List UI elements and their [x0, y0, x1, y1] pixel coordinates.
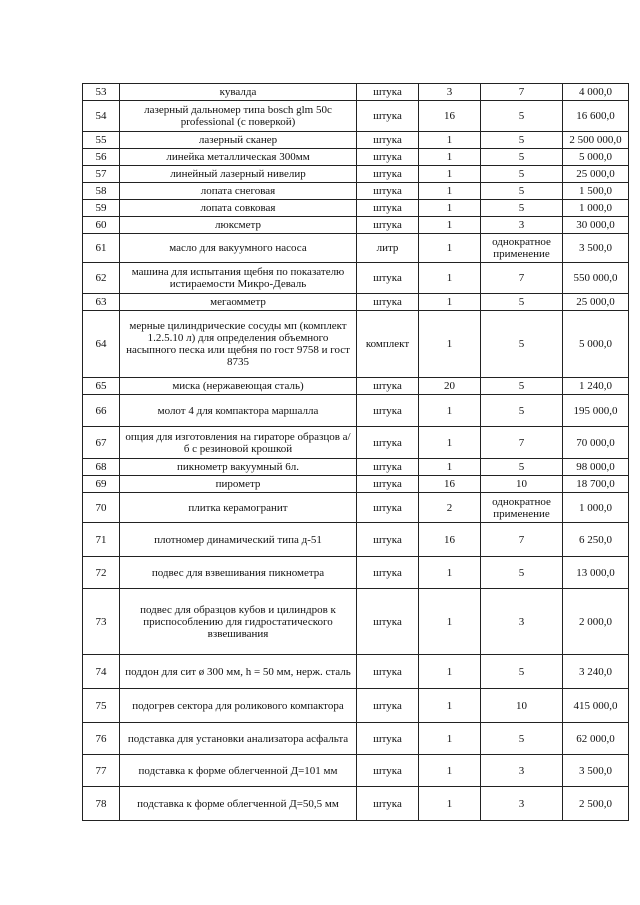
item-quantity: 1	[419, 149, 481, 166]
item-name: поддон для сит ø 300 мм, h = 50 мм, нерж. сталь	[120, 655, 357, 689]
item-service-life: 7	[481, 523, 563, 557]
item-name: подвес для взвешивания пикнометра	[120, 557, 357, 589]
item-service-life: однократное применение	[481, 234, 563, 263]
item-name: лазерный дальномер типа bosch glm 50с professional (с поверкой)	[120, 101, 357, 132]
item-quantity: 2	[419, 493, 481, 523]
item-cost: 70 000,0	[563, 427, 629, 459]
item-quantity: 16	[419, 101, 481, 132]
item-name: линейка металлическая 300мм	[120, 149, 357, 166]
item-cost: 4 000,0	[563, 84, 629, 101]
item-service-life: 5	[481, 149, 563, 166]
item-cost: 3 500,0	[563, 755, 629, 787]
table-row	[83, 557, 629, 589]
item-name: подвес для образцов кубов и цилиндров к приспособлению для гидростатического взвешивания	[120, 589, 357, 655]
item-cost: 5 000,0	[563, 149, 629, 166]
table-row	[83, 294, 629, 311]
item-unit: штука	[357, 459, 419, 476]
table-row	[83, 84, 629, 101]
item-unit: штука	[357, 200, 419, 217]
item-quantity: 1	[419, 427, 481, 459]
table-row	[83, 200, 629, 217]
item-cost: 1 000,0	[563, 493, 629, 523]
item-unit: штука	[357, 217, 419, 234]
row-number: 72	[83, 557, 120, 589]
table-row	[83, 234, 629, 263]
row-number: 70	[83, 493, 120, 523]
item-quantity: 1	[419, 132, 481, 149]
item-service-life: 5	[481, 200, 563, 217]
table-row	[83, 523, 629, 557]
item-service-life: 7	[481, 84, 563, 101]
item-unit: штука	[357, 183, 419, 200]
item-quantity: 1	[419, 557, 481, 589]
item-quantity: 1	[419, 217, 481, 234]
item-unit: штука	[357, 84, 419, 101]
row-number: 53	[83, 84, 120, 101]
item-name: плотномер динамический типа д-51	[120, 523, 357, 557]
row-number: 68	[83, 459, 120, 476]
row-number: 61	[83, 234, 120, 263]
row-number: 65	[83, 378, 120, 395]
item-unit: штука	[357, 523, 419, 557]
row-number: 74	[83, 655, 120, 689]
row-number: 78	[83, 787, 120, 821]
item-cost: 13 000,0	[563, 557, 629, 589]
item-quantity: 1	[419, 200, 481, 217]
item-service-life: 7	[481, 263, 563, 294]
item-unit: штука	[357, 395, 419, 427]
item-unit: штука	[357, 755, 419, 787]
item-name: машина для испытания щебня по показателю истираемости Микро-Деваль	[120, 263, 357, 294]
row-number: 58	[83, 183, 120, 200]
equipment-table-body	[83, 84, 629, 821]
item-name: пикнометр вакуумный 6л.	[120, 459, 357, 476]
table-row	[83, 395, 629, 427]
equipment-table	[82, 83, 629, 821]
item-service-life: 7	[481, 427, 563, 459]
item-name: молот 4 для компактора маршалла	[120, 395, 357, 427]
item-name: мегаомметр	[120, 294, 357, 311]
table-row	[83, 263, 629, 294]
item-quantity: 1	[419, 723, 481, 755]
table-row	[83, 689, 629, 723]
item-service-life: 3	[481, 755, 563, 787]
table-row	[83, 723, 629, 755]
item-cost: 1 240,0	[563, 378, 629, 395]
item-quantity: 1	[419, 294, 481, 311]
item-unit: штука	[357, 723, 419, 755]
item-unit: штука	[357, 378, 419, 395]
item-service-life: 5	[481, 395, 563, 427]
item-quantity: 1	[419, 787, 481, 821]
item-quantity: 1	[419, 689, 481, 723]
item-service-life: 10	[481, 689, 563, 723]
table-row	[83, 183, 629, 200]
item-cost: 3 240,0	[563, 655, 629, 689]
table-row	[83, 476, 629, 493]
item-name: плитка керамогранит	[120, 493, 357, 523]
item-service-life: 5	[481, 101, 563, 132]
table-row	[83, 589, 629, 655]
item-service-life: 5	[481, 294, 563, 311]
item-quantity: 1	[419, 395, 481, 427]
item-quantity: 1	[419, 234, 481, 263]
item-unit: штука	[357, 476, 419, 493]
item-cost: 2 500,0	[563, 787, 629, 821]
item-service-life: 3	[481, 217, 563, 234]
item-name: подставка для установки анализатора асфальта	[120, 723, 357, 755]
item-cost: 2 000,0	[563, 589, 629, 655]
item-cost: 5 000,0	[563, 311, 629, 378]
item-service-life: 5	[481, 378, 563, 395]
item-unit: штука	[357, 132, 419, 149]
item-unit: штука	[357, 787, 419, 821]
item-quantity: 16	[419, 523, 481, 557]
table-row	[83, 166, 629, 183]
item-name: опция для изготовления на гираторе образцов а/б с резиновой крошкой	[120, 427, 357, 459]
item-unit: штука	[357, 294, 419, 311]
row-number: 54	[83, 101, 120, 132]
item-cost: 98 000,0	[563, 459, 629, 476]
item-service-life: 5	[481, 183, 563, 200]
row-number: 76	[83, 723, 120, 755]
row-number: 73	[83, 589, 120, 655]
item-service-life: 5	[481, 132, 563, 149]
item-name: линейный лазерный нивелир	[120, 166, 357, 183]
item-name: лазерный сканер	[120, 132, 357, 149]
item-cost: 25 000,0	[563, 166, 629, 183]
item-quantity: 1	[419, 166, 481, 183]
item-service-life: 5	[481, 166, 563, 183]
item-name: подставка к форме облегченной Д=50,5 мм	[120, 787, 357, 821]
item-unit: штука	[357, 427, 419, 459]
table-row	[83, 755, 629, 787]
table-row	[83, 217, 629, 234]
row-number: 60	[83, 217, 120, 234]
item-unit: штука	[357, 689, 419, 723]
row-number: 71	[83, 523, 120, 557]
table-row	[83, 427, 629, 459]
table-row	[83, 149, 629, 166]
item-cost: 25 000,0	[563, 294, 629, 311]
table-row	[83, 655, 629, 689]
row-number: 55	[83, 132, 120, 149]
item-quantity: 20	[419, 378, 481, 395]
row-number: 62	[83, 263, 120, 294]
item-name: подогрев сектора для роликового компактора	[120, 689, 357, 723]
item-quantity: 1	[419, 655, 481, 689]
item-name: мерные цилиндрические сосуды мп (комплект 1.2.5.10 л) для определения объемного насыпного песка или щебня по гост 9758 и гост 8735	[120, 311, 357, 378]
item-cost: 16 600,0	[563, 101, 629, 132]
row-number: 56	[83, 149, 120, 166]
item-name: миска (нержавеющая сталь)	[120, 378, 357, 395]
item-unit: штука	[357, 493, 419, 523]
item-quantity: 1	[419, 311, 481, 378]
table-row	[83, 132, 629, 149]
item-unit: комплект	[357, 311, 419, 378]
row-number: 77	[83, 755, 120, 787]
row-number: 66	[83, 395, 120, 427]
item-service-life: 5	[481, 557, 563, 589]
item-quantity: 1	[419, 589, 481, 655]
item-unit: штука	[357, 149, 419, 166]
item-cost: 550 000,0	[563, 263, 629, 294]
row-number: 63	[83, 294, 120, 311]
item-cost: 3 500,0	[563, 234, 629, 263]
row-number: 64	[83, 311, 120, 378]
item-quantity: 1	[419, 183, 481, 200]
item-unit: штука	[357, 101, 419, 132]
table-row	[83, 378, 629, 395]
item-quantity: 16	[419, 476, 481, 493]
item-service-life: 5	[481, 723, 563, 755]
item-name: лопата совковая	[120, 200, 357, 217]
item-unit: штука	[357, 166, 419, 183]
item-service-life: 5	[481, 459, 563, 476]
item-unit: штука	[357, 589, 419, 655]
item-name: подставка к форме облегченной Д=101 мм	[120, 755, 357, 787]
item-service-life: 10	[481, 476, 563, 493]
item-cost: 1 500,0	[563, 183, 629, 200]
item-service-life: однократное применение	[481, 493, 563, 523]
item-service-life: 5	[481, 655, 563, 689]
item-cost: 2 500 000,0	[563, 132, 629, 149]
item-name: люксметр	[120, 217, 357, 234]
item-unit: штука	[357, 263, 419, 294]
item-service-life: 3	[481, 589, 563, 655]
item-quantity: 1	[419, 755, 481, 787]
item-name: масло для вакуумного насоса	[120, 234, 357, 263]
item-quantity: 1	[419, 263, 481, 294]
item-name: кувалда	[120, 84, 357, 101]
row-number: 57	[83, 166, 120, 183]
item-service-life: 5	[481, 311, 563, 378]
table-row	[83, 493, 629, 523]
item-name: пирометр	[120, 476, 357, 493]
item-cost: 415 000,0	[563, 689, 629, 723]
table-row	[83, 459, 629, 476]
table-row	[83, 101, 629, 132]
item-cost: 18 700,0	[563, 476, 629, 493]
item-quantity: 1	[419, 459, 481, 476]
row-number: 75	[83, 689, 120, 723]
table-row	[83, 787, 629, 821]
item-cost: 1 000,0	[563, 200, 629, 217]
item-unit: штука	[357, 557, 419, 589]
item-cost: 6 250,0	[563, 523, 629, 557]
row-number: 59	[83, 200, 120, 217]
item-cost: 30 000,0	[563, 217, 629, 234]
item-cost: 195 000,0	[563, 395, 629, 427]
row-number: 67	[83, 427, 120, 459]
table-row	[83, 311, 629, 378]
item-cost: 62 000,0	[563, 723, 629, 755]
row-number: 69	[83, 476, 120, 493]
item-unit: штука	[357, 655, 419, 689]
item-service-life: 3	[481, 787, 563, 821]
item-unit: литр	[357, 234, 419, 263]
item-quantity: 3	[419, 84, 481, 101]
item-name: лопата снеговая	[120, 183, 357, 200]
